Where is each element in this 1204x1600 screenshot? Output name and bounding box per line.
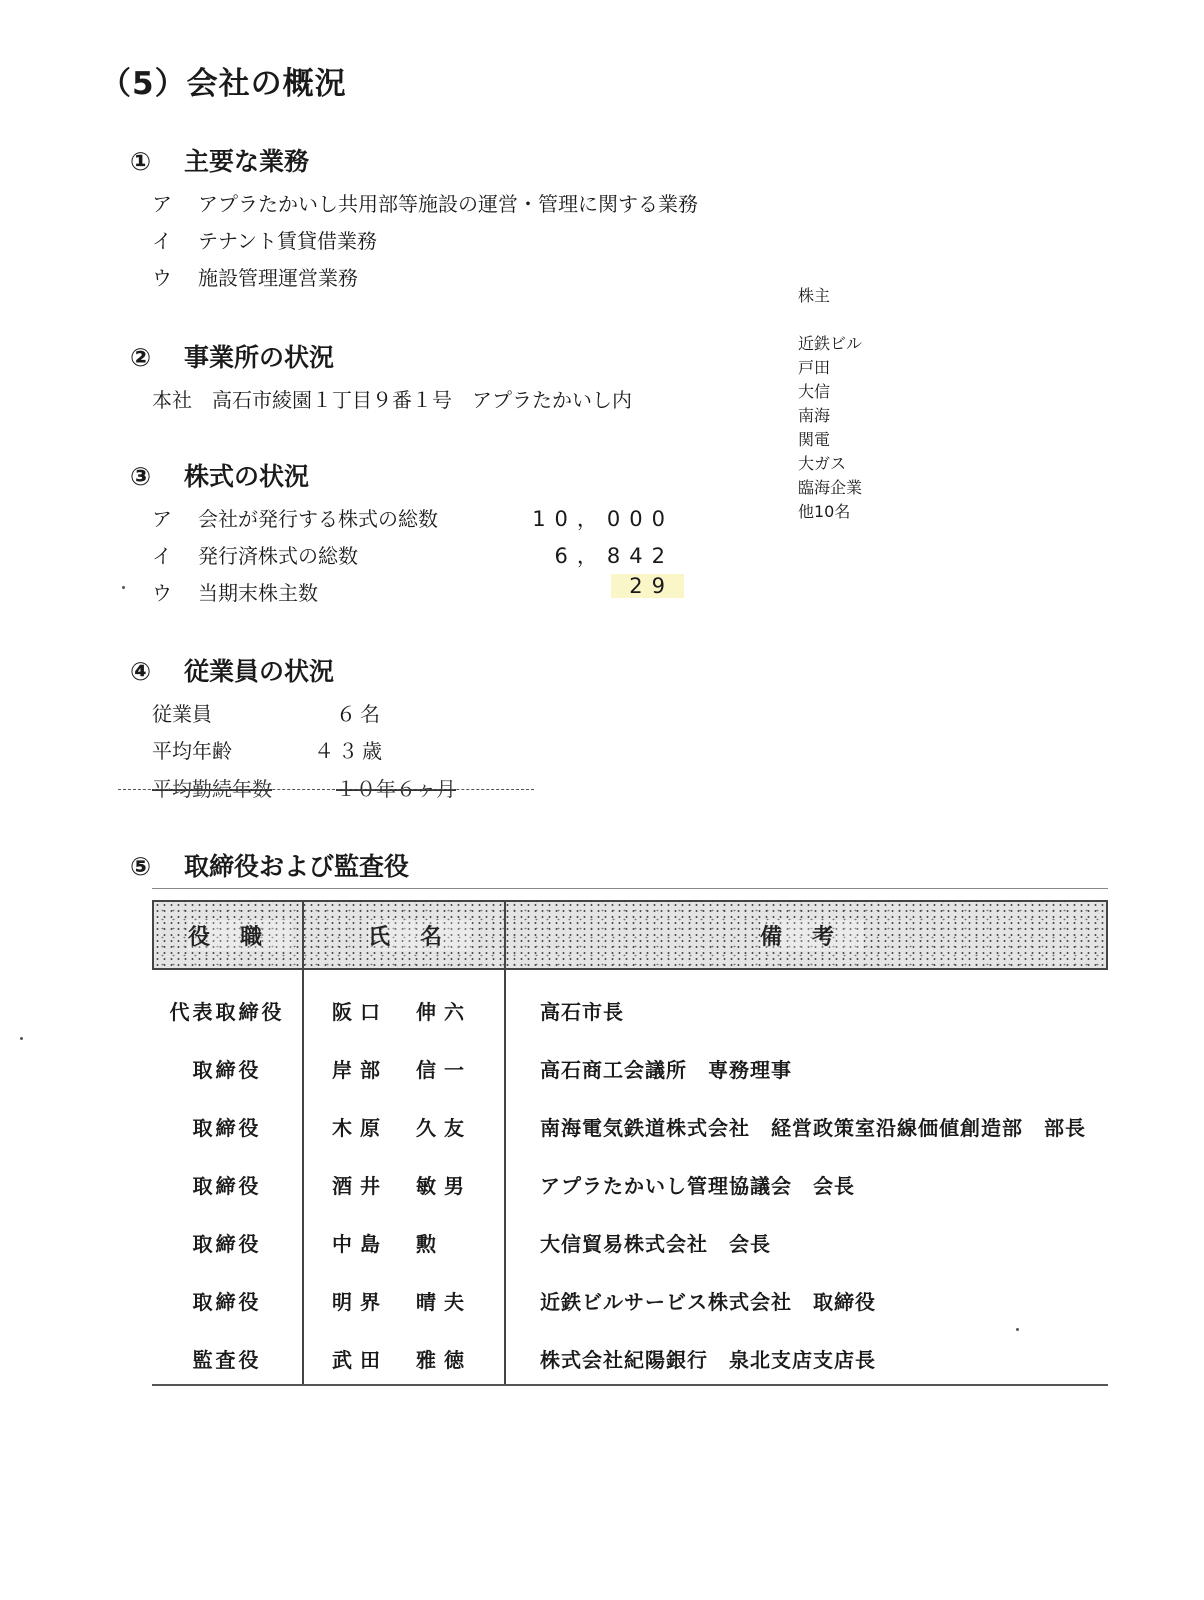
- item-label: 発行済株式の総数: [198, 544, 358, 568]
- average-age-label: 平均年齢: [152, 739, 232, 763]
- item-marker: イ: [152, 544, 172, 568]
- officer-name: 明界 晴夫: [332, 1290, 472, 1314]
- section-heading-shares: [130, 457, 309, 493]
- shareholder-item: 関電: [798, 430, 831, 449]
- shareholder-count-value: [611, 574, 684, 598]
- list-item: [152, 188, 698, 217]
- list-item: [152, 225, 377, 254]
- officer-name: 酒井 敏男: [332, 1174, 472, 1198]
- officer-note: アプラたかいし管理協議会 会長: [540, 1174, 855, 1198]
- section-heading-officers: [130, 847, 409, 883]
- table-row: [152, 1112, 1108, 1170]
- officer-name: 中島 勲: [332, 1232, 444, 1256]
- column-header-notes: 備考: [760, 920, 864, 951]
- officer-note: 高石商工会議所 専務理事: [540, 1058, 792, 1082]
- shareholder-item: 臨海企業: [798, 478, 863, 497]
- share-value: 10，000: [532, 507, 674, 531]
- section-number: ①: [130, 147, 152, 176]
- section-heading-main-business: [130, 142, 309, 178]
- item-text: テナント賃貸借業務: [198, 229, 377, 253]
- section-number: ⑤: [130, 852, 152, 881]
- item-label: 会社が発行する株式の総数: [198, 507, 438, 531]
- average-age-value: ４３歳: [314, 739, 386, 763]
- officers-table: [152, 888, 1108, 1392]
- table-row: [152, 1344, 1108, 1402]
- highlighted-value: 29: [611, 574, 684, 598]
- item-marker: ア: [152, 192, 172, 216]
- item-marker: ウ: [152, 581, 172, 605]
- officer-role: 代表取締役: [169, 1000, 285, 1024]
- officer-role: 取締役: [192, 1232, 262, 1256]
- officer-note: 近鉄ビルサービス株式会社 取締役: [540, 1290, 876, 1314]
- officer-role: 取締役: [192, 1290, 262, 1314]
- shareholder-item: 他10名: [798, 502, 851, 521]
- table-row: [152, 1286, 1108, 1344]
- item-marker: イ: [152, 229, 172, 253]
- shareholder-item: 大ガス: [798, 454, 847, 473]
- list-item: [152, 262, 358, 291]
- section-number: ③: [130, 462, 152, 491]
- share-item: [152, 503, 438, 532]
- item-marker: ア: [152, 507, 172, 531]
- officer-role: 取締役: [192, 1116, 262, 1140]
- section-number: ②: [130, 343, 152, 372]
- section-number: ④: [130, 657, 152, 686]
- section-heading-offices: [130, 338, 334, 374]
- employees-value: ６名: [336, 702, 384, 726]
- section-title: 株式の状況: [184, 462, 310, 491]
- strikethrough-line: [118, 789, 534, 790]
- section-title: 主要な業務: [184, 147, 310, 176]
- shareholder-item: 南海: [798, 406, 831, 425]
- share-value: 6，842: [554, 544, 674, 568]
- employees-label: 従業員: [152, 702, 212, 726]
- scan-speck: [20, 1037, 23, 1040]
- table-top-rule: [152, 888, 1108, 889]
- officer-role: 監査役: [192, 1348, 262, 1372]
- shareholder-item: 戸田: [798, 358, 831, 377]
- average-tenure-label: 平均勤続年数: [152, 777, 272, 801]
- officer-note: 高石市長: [540, 1000, 624, 1024]
- scan-speck: [1016, 1328, 1019, 1331]
- section-title: 事業所の状況: [184, 343, 335, 372]
- officer-name: 木原 久友: [332, 1116, 472, 1140]
- share-item: [152, 577, 318, 606]
- shareholder-item: 近鉄ビル: [798, 334, 863, 353]
- officer-name: 阪口 伸六: [332, 1000, 472, 1024]
- officer-name: 武田 雅徳: [332, 1348, 472, 1372]
- officer-role: 取締役: [192, 1174, 262, 1198]
- table-row: [152, 1170, 1108, 1228]
- item-marker: ウ: [152, 266, 172, 290]
- officer-note: 大信貿易株式会社 会長: [540, 1232, 771, 1256]
- officer-name: 岸部 信一: [332, 1058, 472, 1082]
- table-header: [152, 900, 1108, 970]
- table-row: [152, 1054, 1108, 1112]
- item-text: アプラたかいし共用部等施設の運営・管理に関する業務: [198, 192, 698, 216]
- section-heading-employees: [130, 652, 334, 688]
- shareholders-heading: 株主: [798, 286, 831, 305]
- table-row: [152, 1228, 1108, 1286]
- officer-note: 株式会社紀陽銀行 泉北支店支店長: [540, 1348, 876, 1372]
- office-address: 本社 高石市綾園１丁目９番１号 アプラたかいし内: [152, 388, 632, 412]
- officer-role: 取締役: [192, 1058, 262, 1082]
- average-tenure-value: １０年６ヶ月: [336, 777, 456, 801]
- table-row: [152, 996, 1108, 1054]
- shareholder-item: 大信: [798, 382, 831, 401]
- section-title: 従業員の状況: [184, 657, 335, 686]
- item-label: 当期末株主数: [198, 581, 318, 605]
- section-title: 取締役および監査役: [184, 852, 410, 881]
- scan-speck: [122, 586, 125, 589]
- page-title: （5）会社の概況: [100, 66, 347, 102]
- shareholders-note: [798, 284, 862, 524]
- column-header-role: 役職: [188, 920, 292, 951]
- officer-note: 南海電気鉄道株式会社 経営政策室沿線価値創造部 部長: [540, 1116, 1086, 1140]
- column-header-name: 氏名: [368, 920, 472, 951]
- table-bottom-rule: [152, 1384, 1108, 1386]
- item-text: 施設管理運営業務: [198, 266, 358, 290]
- share-item: [152, 540, 358, 569]
